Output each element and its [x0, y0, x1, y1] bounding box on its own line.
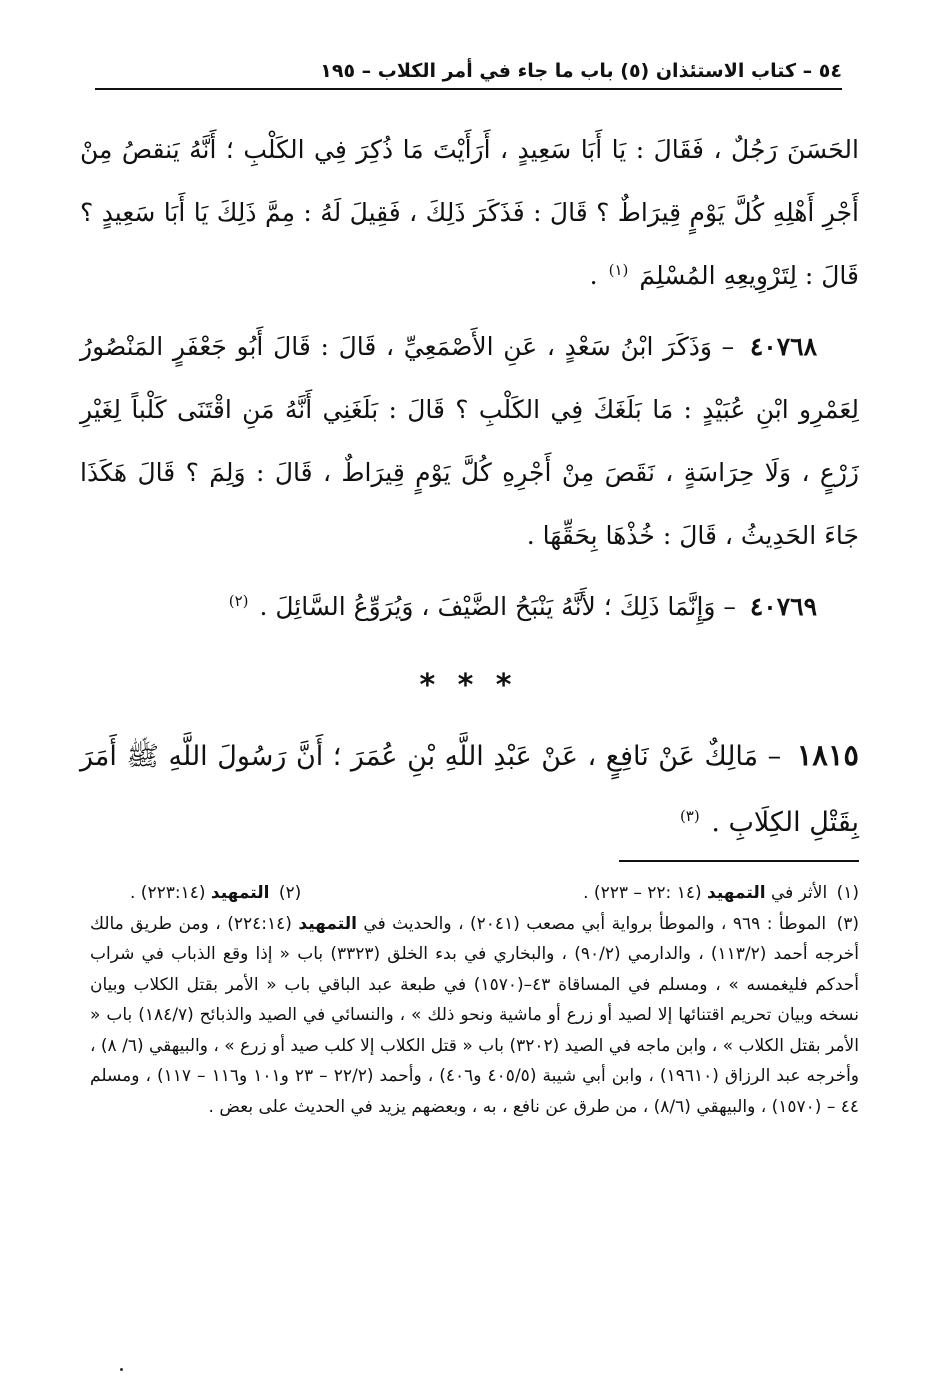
running-header — [95, 58, 842, 90]
hadith-text: – مَالِكٌ عَنْ نَافِعٍ ، عَنْ عَبْدِ اللَّهِ بْنِ عُمَرَ ؛ أَنَّ رَسُولَ اللَّهِ ﷺ أَمَرَ بِقَتْلِ الكِلَابِ . — [80, 741, 859, 838]
paragraph-2-text: – وَذَكَرَ ابْنُ سَعْدٍ ، عَنِ الأَصْمَعِيِّ ، قَالَ : قَالَ أَبُو جَعْفَرٍ المَنْصُورُ لِعَمْرِو ابْنِ عُبَيْدٍ : مَا بَلَغَكَ فِي الكَلْبِ ؟ قَالَ : بَلَغَنِي أَنَّهُ مَنِ اقْتَنَى كَلْباً لِغَيْرِ زَرْعٍ ، وَلَا حِرَاسَةٍ ، نَقَصَ مِنْ أَجْرِهِ كُلَّ يَوْمٍ قِيرَاطٌ ، قَالَ : وَلِمَ ؟ قَالَ هَكَذَا جَاءَ الحَدِيثُ ، قَالَ : خُذْهَا بِحَقِّهَا . — [80, 332, 859, 550]
footnote-3-source: التمهيد — [298, 913, 357, 934]
page-label: ٥٤ – كتاب الاستئذان (٥) باب ما جاء في أمر الكلاب – ١٩٥ — [320, 60, 842, 82]
footnote-3-number: (٣) — [836, 913, 860, 934]
footnote-divider — [619, 860, 859, 862]
paragraph-1 — [80, 118, 859, 307]
paragraph-1-end: . — [589, 261, 598, 290]
footnote-1-pre: الأثر في — [770, 883, 828, 903]
footnote-2 — [130, 878, 301, 909]
footnote-ref-1[interactable]: (١) — [608, 260, 629, 279]
hadith-number: ١٨١٥ — [796, 738, 859, 772]
footnote-2-post: (٢٢٣:١٤) . — [130, 883, 206, 903]
hadith-block — [80, 722, 859, 856]
footnote-2-number: (٢) — [278, 883, 302, 903]
paragraph-2 — [80, 315, 859, 567]
footnote-3-text-a: الموطأ : ٩٦٩ ، والموطأ برواية أبي مصعب (٢٠٤١) ، والحديث في — [363, 913, 827, 934]
footnote-2-source: التمهيد — [210, 883, 270, 903]
footnote-1-number: (١) — [836, 883, 859, 903]
footnote-1 — [583, 878, 859, 909]
paragraph-1-text: الحَسَنَ رَجُلٌ ، فَقَالَ : يَا أَبَا سَعِيدٍ ، أَرَأَيْتَ مَا ذُكِرَ فِي الكَلْبِ ؛ أَنَّهُ يَنقصُ مِنْ أَجْرِ أَهْلِهِ كُلَّ يَوْمٍ قِيرَاطٌ ؟ قَالَ : فَذَكَرَ ذَلِكَ ، فَقِيلَ لَهُ : مِمَّ ذَلِكَ يَا أَبَا سَعِيدٍ ؟ قَالَ : لِتَرْوِيعِهِ المُسْلِمَ — [80, 135, 859, 290]
footnote-ref-2[interactable]: (٢) — [228, 591, 249, 610]
footnote-3-text-b: (٢٢٤:١٤) ، ومن طريق مالك أخرجه أحمد (١١٣/٢) ، والدارمي (٩٠/٢) ، والبخاري في بدء الخلق (٣٣٢٣) باب « إذا وقع الذباب في شراب أحدكم فليغمسه » ، ومسلم في المساقاة ٤٣–(١٥٧٠) في طبعة عبد الباقي باب « الأمر بقتل الكلاب وبيان نسخه وبيان تحريم اقتنائها إلا لصيد أو زرع أو ماشية ونحو ذلك » ، والنسائي في الصيد والذبائح (١٨٤/٧) باب « الأمر بقتل الكلاب » ، وابن ماجه في الصيد (٣٢٠٢) باب « قتل الكلاب إلا كلب صيد أو زرع » ، والبيهقي (٦/ ٨) ، وأخرجه عبد الرزاق (١٩٦١٠) ، وابن أبي شيبة (٤٠٥/٥ و٤٠٦) ، وأحمد (٢٢/٢ – ٢٣ و١٠١ و١١٦ – ١١٧) ، ومسلم ٤٤ – (١٥٧٠) ، والبيهقي (٨/٦) ، من طرق عن نافع ، به ، وبعضهم يزيد في الحديث على بعض . — [90, 913, 860, 1117]
main-text — [80, 118, 859, 646]
section-separator: * * * — [419, 668, 518, 703]
footnote-1-source: التمهيد — [707, 883, 766, 903]
paragraph-3-number: ٤٠٧٦٩ — [749, 592, 817, 621]
paragraph-2-number: ٤٠٧٦٨ — [749, 332, 818, 361]
paragraph-3 — [80, 575, 859, 638]
footnote-1-post: (١٤ :٢٢ – ٢٢٣) . — [583, 883, 702, 903]
footnote-3 — [90, 909, 859, 1123]
footnotes — [90, 878, 859, 1122]
footnote-row-1-2 — [90, 878, 859, 909]
footnote-ref-3[interactable]: (٣) — [679, 807, 700, 825]
scan-speck — [120, 1368, 123, 1371]
paragraph-3-text: – وَإِنَّمَا ذَلِكَ ؛ لأَنَّهُ يَنْبَحُ الضَّيْفَ ، وَيُرَوِّعُ السَّائِلَ . — [259, 592, 736, 621]
